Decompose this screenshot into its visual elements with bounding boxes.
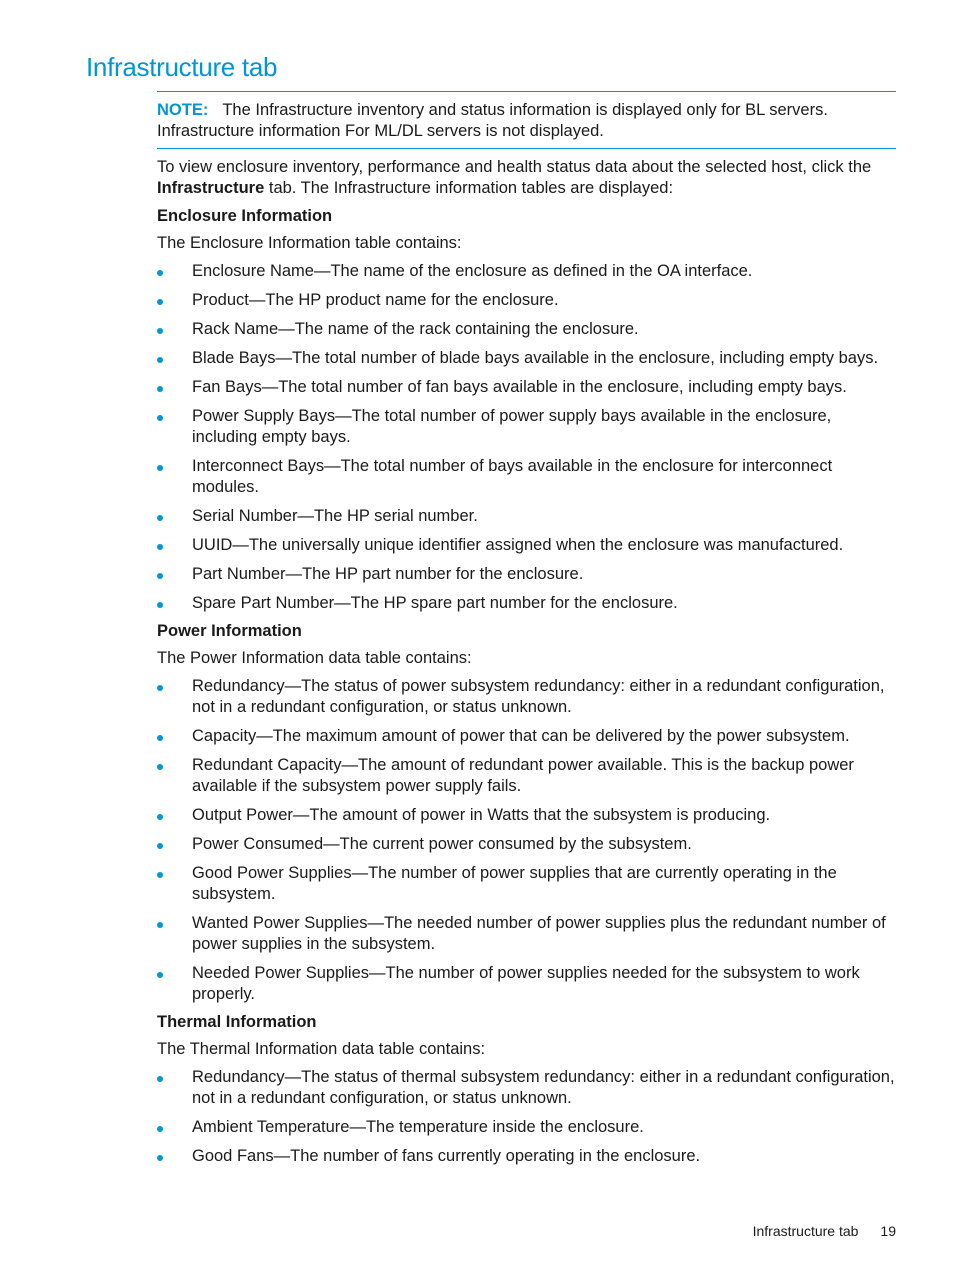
section-intro-thermal: The Thermal Information data table contains:: [157, 1040, 486, 1058]
bullet-icon: [157, 922, 163, 928]
bullet-icon: [157, 573, 163, 579]
list-item: [157, 456, 896, 498]
bullet-icon: [157, 1155, 163, 1161]
page-title: Infrastructure tab: [86, 52, 278, 82]
enclosure-list: [157, 261, 896, 614]
bullet-icon: [157, 602, 163, 608]
list-item: [157, 726, 896, 747]
list-item: [157, 805, 896, 826]
section-heading-enclosure: Enclosure Information: [157, 207, 333, 225]
list-item-text: Product—The HP product name for the enclosure.: [192, 291, 559, 309]
section-intro-power: The Power Information data table contains:: [157, 649, 472, 667]
intro-text-after: tab. The Infrastructure information tables are displayed:: [264, 179, 674, 197]
list-item-text: Serial Number—The HP serial number.: [192, 507, 478, 525]
bullet-icon: [157, 1126, 163, 1132]
thermal-list: [157, 1067, 896, 1167]
bullet-icon: [157, 764, 163, 770]
list-item-text: UUID—The universally unique identifier assigned when the enclosure was manufactured.: [192, 536, 844, 554]
section-heading-power: Power Information: [157, 622, 302, 640]
list-item: [157, 1067, 896, 1109]
list-item-text: Power Supply Bays—The total number of power supply bays available in the enclosure, including empty bays.: [192, 407, 832, 446]
list-item: [157, 348, 896, 369]
power-list: [157, 676, 896, 1005]
bullet-icon: [157, 328, 163, 334]
intro-paragraph: [157, 157, 896, 199]
note-label: NOTE:: [157, 101, 209, 119]
bullet-icon: [157, 814, 163, 820]
list-item-text: Needed Power Supplies—The number of power supplies needed for the subsystem to work properly.: [192, 964, 860, 1003]
list-item: [157, 406, 896, 448]
list-item: [157, 261, 896, 282]
intro-text-before: To view enclosure inventory, performance and health status data about the selected host, click the: [157, 158, 872, 176]
bullet-icon: [157, 544, 163, 550]
page-footer: [753, 1223, 896, 1239]
bullet-icon: [157, 972, 163, 978]
list-item: [157, 1146, 896, 1167]
bullet-icon: [157, 299, 163, 305]
list-item-text: Good Fans—The number of fans currently operating in the enclosure.: [192, 1147, 701, 1165]
list-item-text: Good Power Supplies—The number of power supplies that are currently operating in the subsystem.: [192, 864, 837, 903]
list-item: [157, 535, 896, 556]
list-item-text: Power Consumed—The current power consumed by the subsystem.: [192, 835, 692, 853]
list-item: [157, 863, 896, 905]
bullet-icon: [157, 270, 163, 276]
list-item-text: Enclosure Name—The name of the enclosure as defined in the OA interface.: [192, 262, 753, 280]
intro-bold-term: Infrastructure: [157, 179, 265, 197]
list-item-text: Output Power—The amount of power in Watts that the subsystem is producing.: [192, 806, 771, 824]
list-item-text: Capacity—The maximum amount of power that can be delivered by the power subsystem.: [192, 727, 850, 745]
bullet-icon: [157, 843, 163, 849]
bullet-icon: [157, 1076, 163, 1082]
list-item: [157, 377, 896, 398]
bullet-icon: [157, 386, 163, 392]
note-text: The Infrastructure inventory and status information is displayed only for BL servers. Infrastructure information For ML/DL servers is not displayed.: [157, 101, 828, 140]
list-item: [157, 319, 896, 340]
footer-section-label: Infrastructure tab: [752, 1223, 859, 1239]
list-item-text: Blade Bays—The total number of blade bays available in the enclosure, including empty bays.: [192, 349, 879, 367]
list-item: [157, 913, 896, 955]
note-box: [157, 91, 896, 149]
list-item: [157, 506, 896, 527]
list-item: [157, 564, 896, 585]
list-item-text: Rack Name—The name of the rack containing the enclosure.: [192, 320, 639, 338]
bullet-icon: [157, 685, 163, 691]
section-heading-thermal: Thermal Information: [157, 1013, 317, 1031]
section-intro-enclosure: The Enclosure Information table contains:: [157, 234, 462, 252]
list-item-text: Wanted Power Supplies—The needed number of power supplies plus the redundant number of power supplies in the subsystem.: [192, 914, 886, 953]
page-number: 19: [880, 1223, 896, 1239]
list-item: [157, 676, 896, 718]
list-item-text: Fan Bays—The total number of fan bays available in the enclosure, including empty bays.: [192, 378, 847, 396]
list-item-text: Spare Part Number—The HP spare part number for the enclosure.: [192, 594, 678, 612]
bullet-icon: [157, 415, 163, 421]
bullet-icon: [157, 515, 163, 521]
bullet-icon: [157, 465, 163, 471]
page-content: [157, 91, 896, 1167]
list-item-text: Redundancy—The status of thermal subsystem redundancy: either in a redundant configuration, not in a redundant configuration, or status unknown.: [192, 1068, 895, 1107]
list-item-text: Ambient Temperature—The temperature inside the enclosure.: [192, 1118, 644, 1136]
list-item-text: Redundancy—The status of power subsystem redundancy: either in a redundant configuration, not in a redundant configuration, or status unknown.: [192, 677, 885, 716]
list-item: [157, 834, 896, 855]
bullet-icon: [157, 735, 163, 741]
list-item: [157, 593, 896, 614]
list-item: [157, 755, 896, 797]
list-item-text: Part Number—The HP part number for the enclosure.: [192, 565, 584, 583]
list-item-text: Redundant Capacity—The amount of redundant power available. This is the backup power available if the subsystem power supply fails.: [192, 756, 854, 795]
list-item: [157, 963, 896, 1005]
bullet-icon: [157, 357, 163, 363]
bullet-icon: [157, 872, 163, 878]
list-item: [157, 1117, 896, 1138]
list-item-text: Interconnect Bays—The total number of bays available in the enclosure for interconnect modules.: [192, 457, 833, 496]
list-item: [157, 290, 896, 311]
